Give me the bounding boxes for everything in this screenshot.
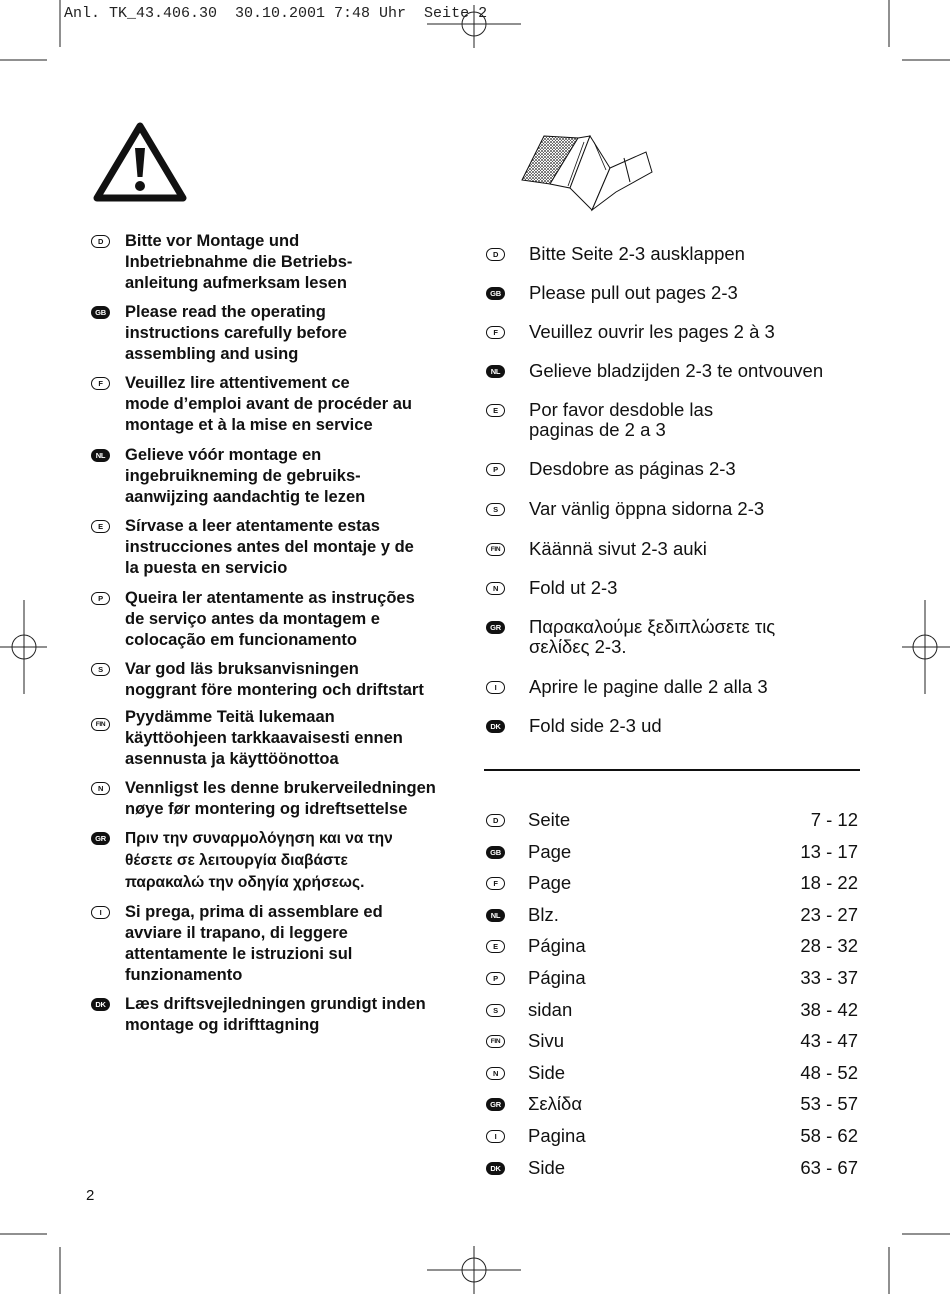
country-code-badge: GB: [486, 287, 505, 300]
country-code-badge: GR: [486, 621, 505, 634]
country-code-badge: DK: [486, 720, 505, 733]
index-label: Pagina: [528, 1125, 586, 1146]
country-code-badge: DK: [91, 998, 110, 1011]
index-pages: 7 - 12: [810, 809, 858, 830]
warning-text: Vennligst les denne brukerveiledningen nøye før montering og idreftsettelse: [125, 779, 436, 818]
country-code-badge: P: [486, 972, 505, 985]
country-code-badge: D: [91, 235, 110, 248]
index-pages: 33 - 37: [800, 967, 858, 988]
country-code-badge: P: [486, 463, 505, 476]
foldout-text: Bitte Seite 2-3 ausklappen: [529, 243, 745, 264]
warning-text: Var god läs bruksanvisningen noggrant före montering och driftstart: [125, 660, 424, 699]
warning-text: Pyydämme Teitä lukemaan käyttöohjeen tarkkaavaisesti ennen asennusta ja käyttöönottoa: [125, 708, 403, 768]
warning-text: Bitte vor Montage und Inbetriebnahme die Betriebs- anleitung aufmerksam lesen: [125, 232, 353, 292]
index-pages: 48 - 52: [800, 1062, 858, 1083]
country-code-badge: FIN: [486, 543, 505, 556]
index-label: Página: [528, 967, 586, 988]
country-code-badge: F: [486, 326, 505, 339]
country-code-badge: I: [486, 1130, 505, 1143]
index-pages: 63 - 67: [800, 1157, 858, 1178]
warning-text: Πριν την συναρμολόγηση και να την θέσετε σε λειτουργία διαβάστε παρακαλώ την οδηγία χρήσεως.: [125, 830, 393, 891]
registration-mark-left: [0, 600, 47, 694]
registration-mark-right: [902, 600, 950, 694]
index-pages: 23 - 27: [800, 904, 858, 925]
country-code-badge: GB: [486, 846, 505, 859]
foldout-text: Käännä sivut 2-3 auki: [529, 538, 707, 559]
warning-text: Please read the operating instructions carefully before assembling and using: [125, 303, 347, 363]
country-code-badge: GR: [486, 1098, 505, 1111]
foldout-text: Desdobre as páginas 2-3: [529, 458, 736, 479]
country-code-badge: GB: [91, 306, 110, 319]
foldout-text: Veuillez ouvrir les pages 2 à 3: [529, 321, 775, 342]
index-pages: 13 - 17: [800, 841, 858, 862]
foldout-text: Παρακαλούμε ξεδιπλώσετε τις σελίδες 2-3.: [529, 616, 776, 657]
index-label: Page: [528, 841, 572, 862]
index-label: Side: [528, 1062, 566, 1083]
foldout-text: Var vänlig öppna sidorna 2-3: [529, 498, 765, 519]
warning-text: Veuillez lire attentivement ce mode d’emploi avant de procéder au montage et à la mise en service: [125, 374, 412, 434]
warning-text: Læs driftsvejledningen grundigt inden montage og idrifttagning: [125, 995, 426, 1034]
foldout-text: Gelieve bladzijden 2-3 te ontvouven: [529, 360, 824, 381]
country-code-badge: S: [486, 1004, 505, 1017]
country-code-badge: DK: [486, 1162, 505, 1175]
index-label: Blz.: [528, 904, 559, 925]
index-pages: 43 - 47: [800, 1030, 858, 1051]
country-code-badge: F: [486, 877, 505, 890]
country-code-badge: NL: [486, 365, 505, 378]
country-code-badge: E: [91, 520, 110, 533]
country-code-badge: GR: [91, 832, 110, 845]
index-pages: 18 - 22: [800, 872, 858, 893]
foldout-text: Please pull out pages 2-3: [529, 282, 738, 303]
warning-text: Sírvase a leer atentamente estas instrucciones antes del montaje y de la puesta en servicio: [125, 517, 414, 577]
country-code-badge: E: [486, 404, 505, 417]
index-label: sidan: [528, 999, 573, 1020]
country-code-badge: N: [486, 582, 505, 595]
index-label: Σελίδα: [528, 1093, 583, 1114]
country-code-badge: N: [486, 1067, 505, 1080]
foldout-text: Fold ut 2-3: [529, 577, 618, 598]
print-slug: Anl. TK_43.406.30 30.10.2001 7:48 Uhr Seite 2: [64, 5, 488, 22]
warning-text: Si prega, prima di assemblare ed avviare il trapano, di leggere attentamente le istruzioni sul funzionamento: [125, 903, 383, 984]
section-divider: [484, 769, 860, 771]
foldout-text: Por favor desdoble las paginas de 2 a 3: [529, 399, 714, 440]
country-code-badge: D: [486, 814, 505, 827]
index-label: Side: [528, 1157, 566, 1178]
country-code-badge: I: [486, 681, 505, 694]
country-code-badge: NL: [91, 449, 110, 462]
country-code-badge: S: [91, 663, 110, 676]
index-pages: 38 - 42: [800, 999, 858, 1020]
country-code-badge: FIN: [91, 718, 110, 731]
index-label: Sivu: [528, 1030, 564, 1051]
index-pages: 28 - 32: [800, 935, 858, 956]
index-pages: 53 - 57: [800, 1093, 858, 1114]
foldout-text: Fold side 2-3 ud: [529, 715, 662, 736]
index-label: Seite: [528, 809, 571, 830]
open-manual-icon: [520, 132, 656, 214]
warning-text: Gelieve vóór montage en ingebruikneming de gebruiks- aanwijzing aandachtig te lezen: [125, 446, 366, 506]
registration-mark-bottom: [427, 1246, 521, 1294]
country-code-badge: E: [486, 940, 505, 953]
warning-text: Queira ler atentamente as instruções de serviço antes da montagem e colocação em funcionamento: [125, 589, 415, 649]
country-code-badge: NL: [486, 909, 505, 922]
country-code-badge: FIN: [486, 1035, 505, 1048]
index-pages: 58 - 62: [800, 1125, 858, 1146]
warning-triangle-icon: [93, 122, 187, 202]
page-number: 2: [86, 1187, 95, 1204]
country-code-badge: N: [91, 782, 110, 795]
country-code-badge: I: [91, 906, 110, 919]
country-code-badge: D: [486, 248, 505, 261]
foldout-text: Aprire le pagine dalle 2 alla 3: [529, 676, 768, 697]
country-code-badge: S: [486, 503, 505, 516]
country-code-badge: P: [91, 592, 110, 605]
country-code-badge: F: [91, 377, 110, 390]
index-label: Page: [528, 872, 572, 893]
index-label: Página: [528, 935, 586, 956]
